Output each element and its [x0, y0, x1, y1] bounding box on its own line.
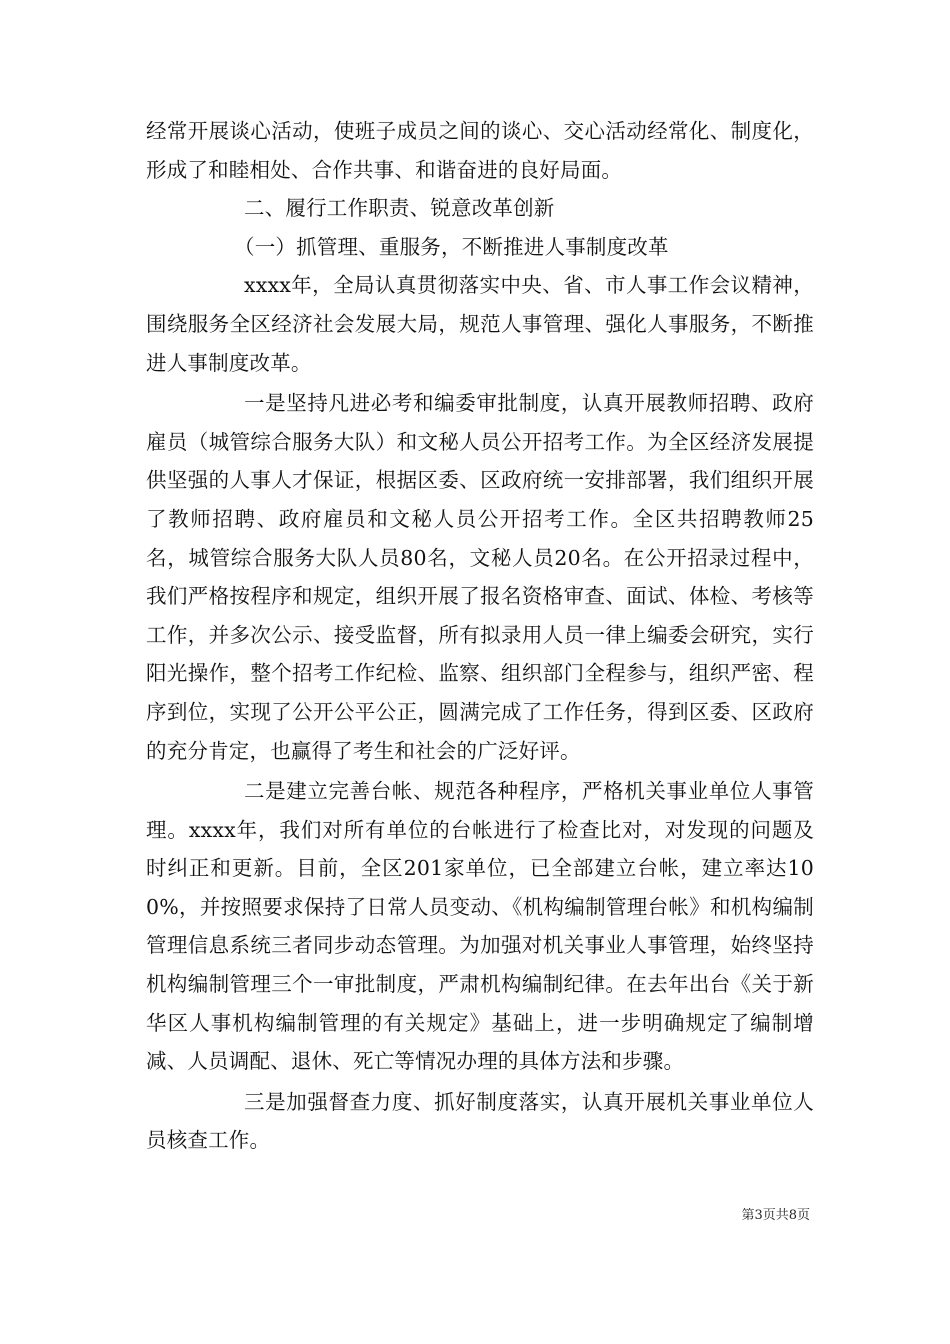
paragraph-intro: xxxx年，全局认真贯彻落实中央、省、市人事工作会议精神，围绕服务全区经济社会发展大局，规范人事管理、强化人事服务，不断推进人事制度改革。	[146, 273, 814, 375]
paragraph-point-two: 二是建立完善台帐、规范各种程序，严格机关事业单位人事管理。xxxx年，我们对所有单位的台帐进行了检查比对，对发现的问题及时纠正和更新。目前，全区201家单位，已全部建立台帐，建立率达100%，并按照要求保持了日常人员变动、《机构编制管理台帐》和机构编制管理信息系统三者同步动态管理。为加强对机关事业人事管理，始终坚持机构编制管理三个一审批制度，严肃机构编制纪律。在去年出台《关于新华区人事机构编制管理的有关规定》基础上，进一步明确规定了编制增减、人员调配、退休、死亡等情况办理的具体方法和步骤。	[146, 779, 814, 1074]
document-body	[146, 112, 814, 1160]
paragraph-point-one: 一是坚持凡进必考和编委审批制度，认真开展教师招聘、政府雇员（城管综合服务大队）和文秘人员公开招考工作。为全区经济发展提供坚强的人事人才保证，根据区委、区政府统一安排部署，我们组织开展了教师招聘、政府雇员和文秘人员公开招考工作。全区共招聘教师25名，城管综合服务大队人员80名，文秘人员20名。在公开招录过程中，我们严格按程序和规定，组织开展了报名资格审查、面试、体检、考核等工作，并多次公示、接受监督，所有拟录用人员一律上编委会研究，实行阳光操作，整个招考工作纪检、监察、组织部门全程参与，组织严密、程序到位，实现了公开公平公正，圆满完成了工作任务，得到区委、区政府的充分肯定，也赢得了考生和社会的广泛好评。	[146, 391, 814, 763]
subsection-heading: （一）抓管理、重服务，不断推进人事制度改革	[234, 234, 669, 259]
paragraph-point-three: 三是加强督查力度、抓好制度落实，认真开展机关事业单位人员核查工作。	[146, 1089, 814, 1153]
page-number-footer: 第3页共8页	[741, 1208, 810, 1223]
section-heading: 二、履行工作职责、锐意改革创新	[244, 196, 555, 221]
paragraph-continuation: 经常开展谈心活动，使班子成员之间的谈心、交心活动经常化、制度化，形成了和睦相处、合作共事、和谐奋进的良好局面。	[146, 119, 814, 182]
